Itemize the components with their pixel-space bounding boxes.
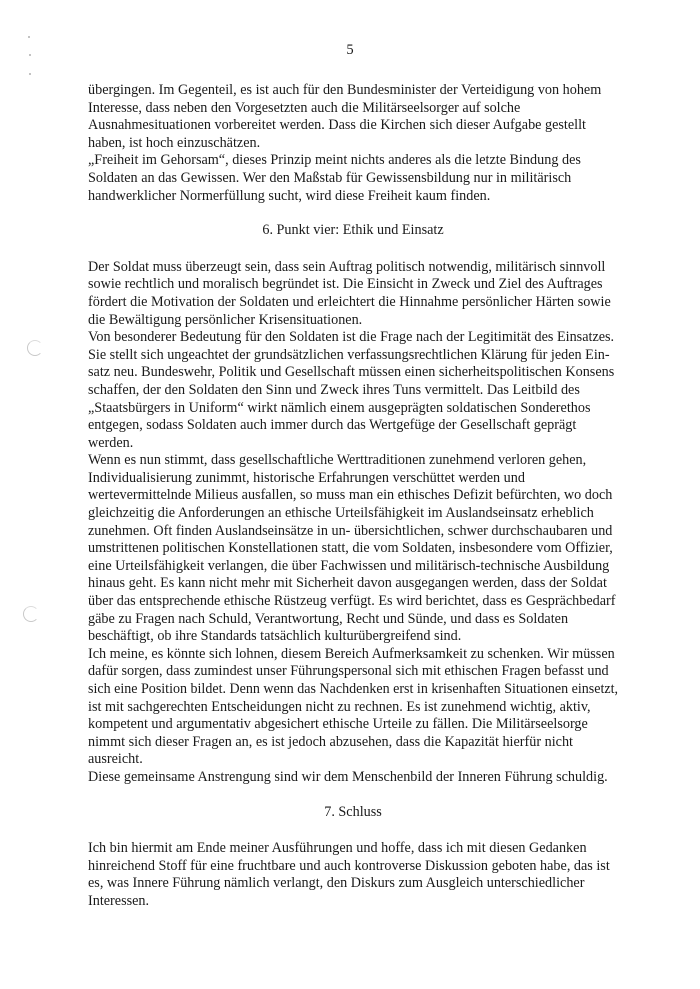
text-line: beschäftigt, ob ihre Standards tatsächlich kulturübergreifend sind. xyxy=(88,628,462,645)
text-line: Interesse, dass neben den Vorgesetzten auch die Militärseelsorger auf solche xyxy=(88,99,521,116)
text-line: es, was Innere Führung nämlich verlangt, den Diskurs zum Ausgleich unterschiedlicher xyxy=(88,875,585,892)
text-line: dafür sorgen, dass zumindest unser Führungspersonal sich mit ethischen Fragen befasst und xyxy=(88,663,609,680)
paragraph xyxy=(88,259,618,329)
text-line: übergingen. Im Gegenteil, es ist auch für den Bundesminister der Verteidigung von hohem xyxy=(88,82,602,98)
scan-speck xyxy=(29,54,31,56)
text-line: hinaus geht. Es kann nicht mehr mit Sicherheit davon ausgegangen werden, dass der Soldat xyxy=(88,575,607,592)
text-line: Der Soldat muss überzeugt sein, dass sein Auftrag politisch notwendig, militärisch sinnvoll xyxy=(88,258,606,275)
paragraph xyxy=(88,769,618,787)
paragraph xyxy=(88,646,618,769)
text-line: Individualisierung zunimmt, historische Erfahrungen verschüttet werden und xyxy=(88,469,525,486)
page-number: 5 xyxy=(346,42,354,58)
scan-speck xyxy=(29,73,31,75)
text-line: Ausnahmesituationen vorbereitet werden. Dass die Kirchen sich dieser Aufgabe gestellt xyxy=(88,117,586,134)
text-line: Interessen. xyxy=(88,892,150,909)
paragraph xyxy=(88,82,618,152)
section-heading: 6. Punkt vier: Ethik und Einsatz xyxy=(262,222,444,239)
text-line: gäbe zu Fragen nach Schuld, Verantwortung, Recht und Sünde, und dass es Soldaten xyxy=(88,610,569,627)
document-body xyxy=(88,82,618,911)
text-line: zunehmen. Oft finden Auslandseinsätze in un- übersichtlichen, schwer durchschaubaren und xyxy=(88,522,613,539)
text-line: Sie stellt sich ungeachtet der grundsätzlichen verfassungsrechtlichen Klärung für jeden Ein- xyxy=(88,346,610,363)
text-line: umstrittenen politischen Konstellationen statt, die vom Soldaten, insbesondere vom Offizier, xyxy=(88,540,613,557)
paragraph xyxy=(88,452,618,646)
text-line: „Freiheit im Gehorsam“, dieses Prinzip meint nichts anderes als die letzte Bindung des xyxy=(88,152,581,169)
text-line: schaffen, der den Soldaten den Sinn und Zweck ihres Tuns vermittelt. Das Leitbild des xyxy=(88,381,580,398)
punch-hole-mark xyxy=(23,606,39,622)
text-line: Ich meine, es könnte sich lohnen, diesem Bereich Aufmerksamkeit zu schenken. Wir müssen xyxy=(88,645,615,662)
text-line: Wenn es nun stimmt, dass gesellschaftliche Werttraditionen zunehmend verloren gehen, xyxy=(88,452,587,469)
text-line: sich eine Position bildet. Denn wenn das Nachdenken erst in krisenhaften Situationen einsetzt, xyxy=(88,681,619,697)
text-line: sowie rechtlich und moralisch begründet ist. Die Einsicht in Zweck und Ziel des Auftrages xyxy=(88,276,603,293)
section-heading: 7. Schluss xyxy=(324,803,382,820)
punch-hole-mark xyxy=(27,340,43,356)
text-line: handwerklicher Normerfüllung sucht, wird diese Freiheit kaum finden. xyxy=(88,187,491,204)
text-line: gleichzeitig die Anforderungen an ethische Urteilsfähigkeit im Auslandseinsatz erheblich xyxy=(88,505,594,522)
text-line: Ich bin hiermit am Ende meiner Ausführungen und hoffe, dass ich mit diesen Gedanken xyxy=(88,840,587,857)
text-line: die Bewältigung persönlicher Krisensituationen. xyxy=(88,311,363,328)
text-line: werden. xyxy=(88,434,134,451)
text-line: satz neu. Bundeswehr, Politik und Gesellschaft müssen einen sicherheitspolitischen Konsens xyxy=(88,364,615,381)
text-line: Von besonderer Bedeutung für den Soldaten ist die Frage nach der Legitimität des Einsatzes. xyxy=(88,329,615,346)
text-line: hinreichend Stoff für eine fruchtbare und auch kontroverse Diskussion geboten habe, das ist xyxy=(88,857,610,874)
text-line: entgegen, sodass Soldaten auch immer durch das Wertgefüge der Gesellschaft geprägt xyxy=(88,417,577,434)
text-line: eine Urteilsfähigkeit verlangen, die über Fachwissen und militärisch-technische Ausbildung xyxy=(88,557,610,574)
text-line: nimmt sich dieser Fragen an, es ist jedoch abzusehen, dass die Kapazität hierfür nicht xyxy=(88,733,573,750)
text-line: Diese gemeinsame Anstrengung sind wir dem Menschenbild der Inneren Führung schuldig. xyxy=(88,768,608,785)
text-line: fördert die Motivation der Soldaten und erleichtert die Hinnahme persönlicher Härten sowie xyxy=(88,293,611,310)
scan-speck xyxy=(28,36,30,38)
text-line: ist mit sachgerechten Entscheidungen nicht zu rechnen. Es ist zunehmend wichtig, aktiv, xyxy=(88,698,591,715)
text-line: kompetent und argumentativ abgesichert ethische Urteile zu fällen. Die Militärseelsorge xyxy=(88,716,588,733)
text-line: „Staatsbürgers in Uniform“ wirkt nämlich einem ausgeprägten soldatischen Sonderethos xyxy=(88,399,591,416)
text-line: ausreicht. xyxy=(88,751,143,768)
text-line: über das entsprechende ethische Rüstzeug verfügt. Es wird berichtet, dass es Gesprächbedarf xyxy=(88,593,616,610)
text-line: Soldaten an das Gewissen. Wer den Maßstab für Gewissensbildung nur in militärisch xyxy=(88,169,572,186)
text-line: haben, ist hoch einzuschätzen. xyxy=(88,134,261,151)
text-line: wertevermittelnde Milieus ausfallen, so muss man ein ethisches Defizit befürchten, wo doch xyxy=(88,487,613,504)
paragraph xyxy=(88,152,618,205)
paragraph xyxy=(88,329,618,452)
paragraph xyxy=(88,840,618,910)
